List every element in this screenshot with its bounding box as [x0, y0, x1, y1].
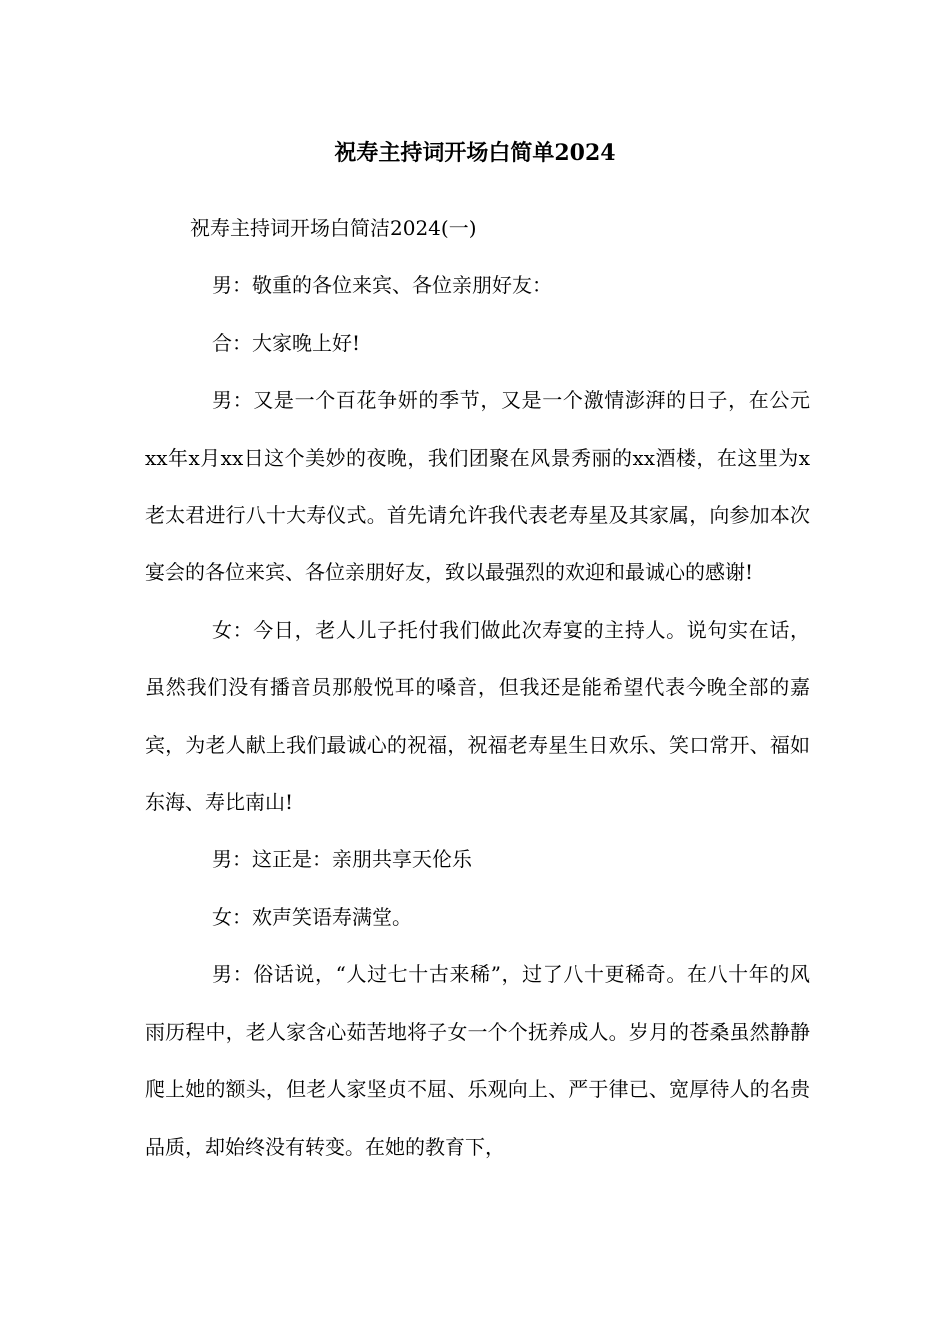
paragraph: 女：欢声笑语寿满堂。	[212, 904, 412, 929]
document-body	[145, 200, 810, 1176]
paragraph: 女：今日，老人儿子托付我们做此次寿宴的主持人。说句实在话，虽然我们没有播音员那般悦耳的嗓音，但我还是能希望代表今晚全部的嘉宾，为老人献上我们最诚心的祝福，祝福老寿星生日欢乐、笑口常开、福如东海、寿比南山!	[145, 617, 810, 815]
section-heading: 祝寿主持词开场白简洁2024(一)	[190, 216, 477, 240]
paragraph: 合：大家晚上好!	[212, 330, 361, 355]
paragraph: 男：敬重的各位来宾、各位亲朋好友：	[212, 273, 552, 298]
paragraph: 男：又是一个百花争妍的季节，又是一个激情澎湃的日子，在公元xx年x月xx日这个美妙的夜晚，我们团聚在风景秀丽的xx酒楼，在这里为x老太君进行八十大寿仪式。首先请允许我代表老寿星及其家属，向参加本次宴会的各位来宾、各位亲朋好友，致以最强烈的欢迎和最诚心的感谢!	[145, 388, 810, 585]
paragraph: 男：这正是：亲朋共享天伦乐	[212, 847, 472, 872]
document-title: 祝寿主持词开场白简单2024	[334, 140, 616, 166]
paragraph: 男：俗话说，“人过七十古来稀”，过了八十更稀奇。在八十年的风雨历程中，老人家含心茹苦地将子女一个个抚养成人。岁月的苍桑虽然静静爬上她的额头，但老人家坚贞不屈、乐观向上、严于律已、宽厚待人的名贵品质，却始终没有转变。在她的教育下，	[145, 962, 810, 1159]
